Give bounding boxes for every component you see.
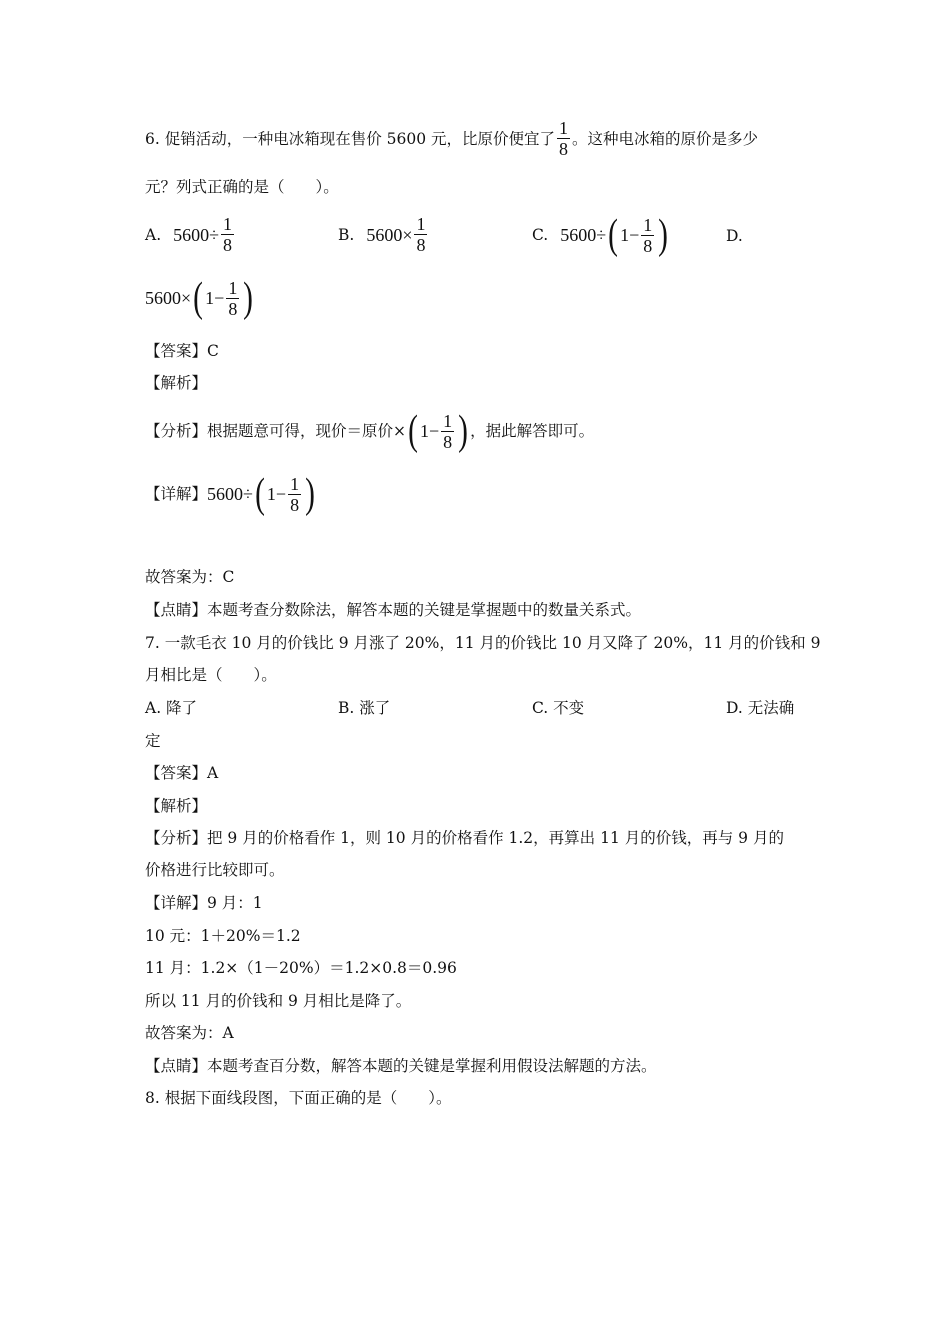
option-fraction — [221, 214, 234, 255]
left-paren: ( — [408, 408, 418, 454]
option-fraction — [226, 278, 239, 319]
fraction-denominator: 8 — [290, 494, 300, 515]
q8-stem-line1: 8. 根据下面线段图，下面正确的是（ ）。 — [145, 1089, 452, 1107]
one: 1 — [205, 288, 215, 308]
q6-stem-line1 — [145, 118, 758, 159]
fraction-numerator: 1 — [443, 410, 453, 431]
one: 1 — [620, 225, 630, 245]
q6-option-d-label: D. — [726, 227, 743, 245]
fraction-denominator: 8 — [559, 139, 569, 159]
q6-stem-line2: 元？列式正确的是（ ）。 — [145, 178, 339, 196]
q7-analysis-line1: 【分析】把 9 月的价格看作 1，则 10 月的价格看作 1.2，再算出 11 月的价钱，再与 9 月的 — [145, 829, 784, 847]
q7-answer: 【答案】A — [145, 764, 219, 782]
minus-sign: − — [275, 484, 287, 504]
q6-option-d — [145, 275, 255, 321]
q7-conclusion: 故答案为：A — [145, 1024, 234, 1042]
q7-option-d: D. 无法确 — [726, 699, 795, 717]
left-paren: ( — [608, 212, 619, 258]
fraction-numerator: 1 — [416, 214, 426, 234]
q7-option-d-wrap: 定 — [145, 732, 161, 750]
fraction-numerator: 1 — [223, 214, 233, 234]
detail-label: 【详解】 — [145, 485, 208, 503]
option-label: B. — [338, 225, 355, 244]
q7-option-c: C. 不变 — [532, 699, 585, 717]
left-paren: ( — [255, 471, 265, 517]
option-number: 5600 — [366, 224, 403, 245]
q6-option-a — [145, 214, 236, 255]
option-label: A. — [145, 225, 162, 244]
q7-option-a: A. 降了 — [145, 699, 198, 717]
analysis-fraction — [441, 411, 454, 452]
fraction-denominator: 8 — [416, 235, 426, 255]
q6-option-c — [532, 212, 670, 258]
q6-conclusion: 故答案为：C — [145, 568, 235, 586]
q7-analysis-title: 【解析】 — [145, 797, 208, 815]
q7-stem-line2: 月相比是（ ）。 — [145, 666, 277, 684]
option-number: 5600 — [173, 224, 210, 245]
minus-sign: − — [629, 225, 640, 245]
fraction-numerator: 1 — [290, 473, 300, 494]
option-label: C. — [532, 226, 549, 244]
q7-stem-line1: 7. 一款毛衣 10 月的价钱比 9 月涨了 20%，11 月的价钱比 10 月又降了 20%，11 月的价钱和 9 — [145, 634, 821, 652]
multiply-sign: × — [181, 288, 192, 308]
q7-detail-line2: 10 元：1＋20%＝1.2 — [145, 927, 301, 945]
fraction-denominator: 8 — [223, 235, 233, 255]
q6-answer: 【答案】C — [145, 342, 219, 360]
right-paren: ) — [305, 471, 315, 517]
option-fraction — [414, 214, 427, 255]
one: 1 — [420, 421, 429, 441]
left-paren: ( — [193, 275, 204, 321]
q6-stem-fraction — [557, 118, 570, 159]
analysis-text-cont: ，据此解答即可。 — [470, 422, 595, 440]
q7-detail-line1: 【详解】9 月：1 — [145, 894, 263, 912]
q7-detail-line3: 11 月：1.2×（1－20%）＝1.2×0.8＝0.96 — [145, 959, 457, 977]
q7-detail-line4: 所以 11 月的价钱和 9 月相比是降了。 — [145, 992, 412, 1010]
right-paren: ) — [243, 275, 254, 321]
q6-option-b — [338, 214, 429, 255]
minus-sign: − — [214, 288, 225, 308]
detail-number: 5600 — [207, 484, 244, 504]
divide-sign: ÷ — [596, 225, 607, 245]
fraction-denominator: 8 — [228, 298, 238, 319]
option-number: 5600 — [145, 288, 181, 308]
q7-comment: 【点睛】本题考查百分数，解答本题的关键是掌握利用假设法解题的方法。 — [145, 1057, 657, 1075]
detail-fraction — [288, 474, 301, 515]
analysis-text: 【分析】根据题意可得，现价＝原价× — [145, 422, 406, 440]
q7-analysis-line2: 价格进行比较即可。 — [145, 861, 285, 879]
right-paren: ) — [458, 408, 469, 454]
fraction-numerator: 1 — [228, 277, 238, 298]
divide-sign: ÷ — [243, 484, 253, 504]
q6-detail — [145, 471, 317, 517]
right-paren: ) — [658, 212, 669, 258]
q7-option-b: B. 涨了 — [338, 699, 391, 717]
fraction-denominator: 8 — [443, 431, 453, 452]
divide-sign: ÷ — [209, 224, 220, 245]
one: 1 — [266, 484, 276, 504]
q6-stem-text: 6. 促销活动，一种电冰箱现在售价 5600 元，比原价便宜了 — [145, 129, 556, 148]
q6-analysis-title: 【解析】 — [145, 374, 208, 392]
fraction-numerator: 1 — [643, 214, 653, 235]
fraction-numerator: 1 — [559, 118, 569, 138]
q6-comment: 【点睛】本题考查分数除法，解答本题的关键是掌握题中的数量关系式。 — [145, 601, 642, 619]
option-number: 5600 — [560, 225, 597, 245]
q6-analysis — [145, 408, 594, 454]
option-fraction — [641, 215, 654, 256]
minus-sign: − — [429, 421, 440, 441]
multiply-sign: × — [402, 224, 413, 245]
fraction-denominator: 8 — [643, 235, 653, 256]
q6-stem-text-cont: 。这种电冰箱的原价是多少 — [572, 129, 759, 148]
